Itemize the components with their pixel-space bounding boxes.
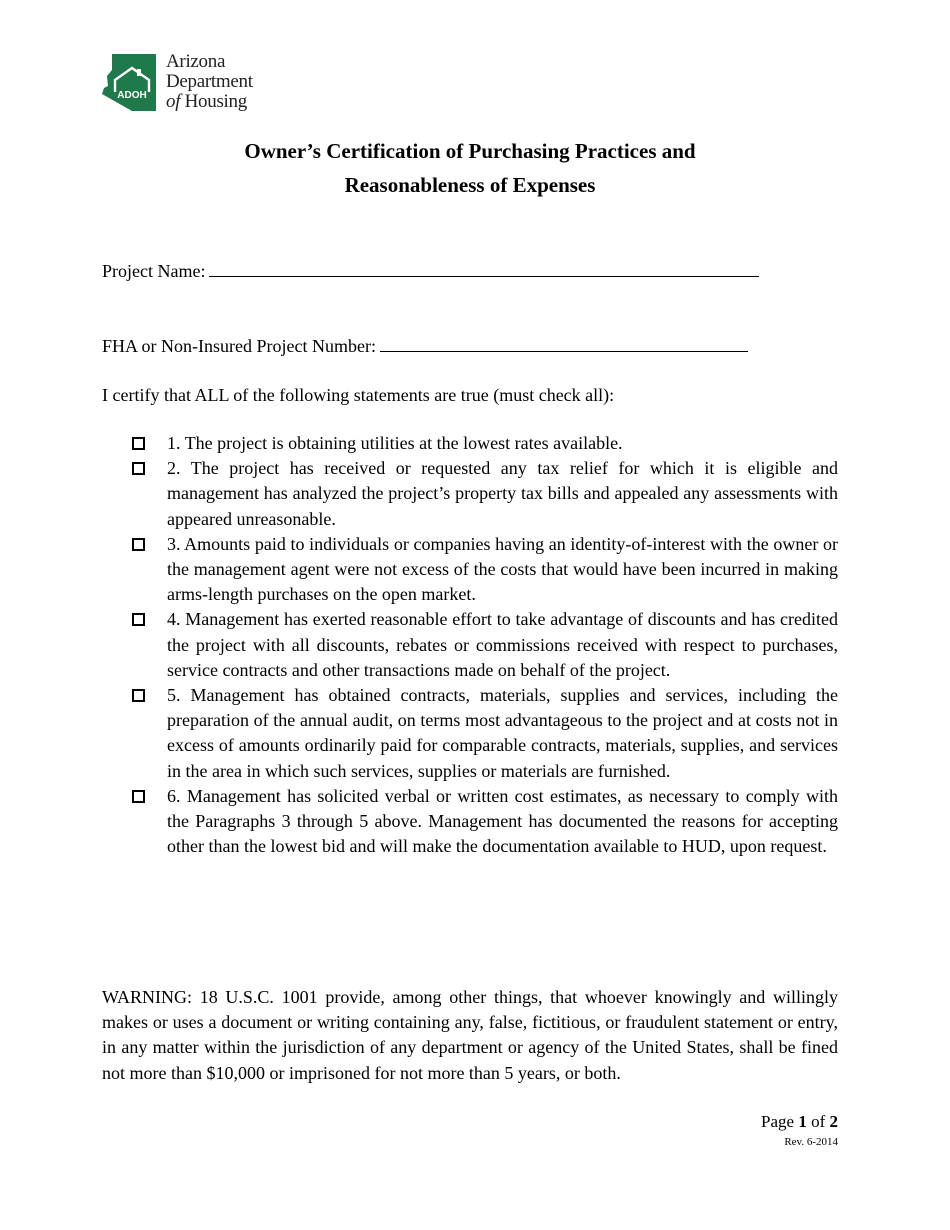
title-line-2: Reasonableness of Expenses — [344, 173, 596, 197]
page-number — [761, 1111, 838, 1133]
item-text: The project is obtaining utilities at the lowest rates available. — [184, 433, 623, 453]
page-total: 2 — [829, 1112, 838, 1131]
list-item — [130, 683, 838, 784]
checkbox-2[interactable] — [132, 462, 145, 475]
item-text: Management has solicited verbal or written cost estimates, as necessary to comply with the Paragraphs 3 through 5 above. Management has documented the reasons for accepting other than the lowest bid and will make the documentation available to HUD, upon request. — [167, 785, 839, 857]
project-name-label: Project Name: — [102, 261, 206, 281]
certify-intro: I certify that ALL of the following statements are true (must check all): — [102, 385, 615, 405]
checkbox-5[interactable] — [132, 689, 145, 702]
project-number-field — [102, 334, 748, 359]
item-number: 3. — [167, 533, 181, 554]
logo-line-3 — [166, 92, 253, 112]
item-text: Amounts paid to individuals or companies having an identity-of-interest with the owner or the management agent were not excess of the costs that would have been incurred in making arms-length purchases on the open market. — [167, 533, 838, 605]
project-number-input-line[interactable] — [380, 335, 748, 352]
page-of: of — [806, 1112, 830, 1131]
list-item — [130, 784, 838, 860]
certification-checklist — [130, 431, 838, 859]
revision-label: Rev. 6-2014 — [784, 1136, 838, 1148]
checkbox-1[interactable] — [132, 437, 145, 450]
item-text: Management has exerted reasonable effort to take advantage of discounts and has credited the project with all discounts, rebates or commissions received with respect to purchases, service contracts and other transactions made on behalf of the project. — [167, 609, 839, 680]
item-number: 2. — [167, 458, 181, 479]
checkbox-3[interactable] — [132, 538, 145, 551]
page-current: 1 — [798, 1112, 807, 1131]
checkbox-4[interactable] — [132, 613, 145, 626]
list-item — [130, 607, 838, 683]
logo-wordmark — [166, 52, 253, 112]
project-name-field — [102, 259, 759, 284]
project-number-label: FHA or Non-Insured Project Number: — [102, 336, 376, 356]
adoh-logo — [102, 51, 253, 112]
arizona-house-logo-icon — [102, 54, 158, 112]
item-number: 4. — [167, 609, 181, 630]
checkbox-6[interactable] — [132, 790, 145, 803]
logo-housing: Housing — [180, 91, 247, 112]
logo-line-1: Arizona — [166, 51, 226, 72]
logo-line-2: Department — [166, 71, 253, 92]
item-number: 5. — [167, 685, 181, 706]
item-number: 6. — [167, 785, 181, 806]
logo-of: of — [166, 91, 181, 112]
item-number: 1. — [167, 433, 181, 453]
logo-badge-text: ADOH — [117, 90, 147, 101]
list-item — [130, 431, 838, 456]
item-text: The project has received or requested any tax relief for which it is eligible and management has analyzed the project’s property tax bills and appealed any assessments with appeared unreasonable. — [167, 458, 838, 529]
page-word: Page — [761, 1112, 799, 1131]
item-text: Management has obtained contracts, materials, supplies and services, including the preparation of the annual audit, on terms most advantageous to the project and at costs not in excess of amounts ordinarily paid for comparable contracts, materials, supplies, and services in the area in which such services, supplies or materials are furnished. — [167, 685, 839, 781]
legal-warning: WARNING: 18 U.S.C. 1001 provide, among other things, that whoever knowingly and willingly makes or uses a document or writing containing any, false, fictitious, or fraudulent statement or entry, in any matter within the jurisdiction of any department or agency of the United States, shall be fined not more than $10,000 or imprisoned for not more than 5 years, or both. — [102, 987, 838, 1083]
project-name-input-line[interactable] — [209, 260, 759, 277]
list-item — [130, 456, 838, 532]
list-item — [130, 532, 838, 608]
title-line-1: Owner’s Certification of Purchasing Practices and — [244, 139, 696, 163]
document-title — [0, 134, 940, 202]
